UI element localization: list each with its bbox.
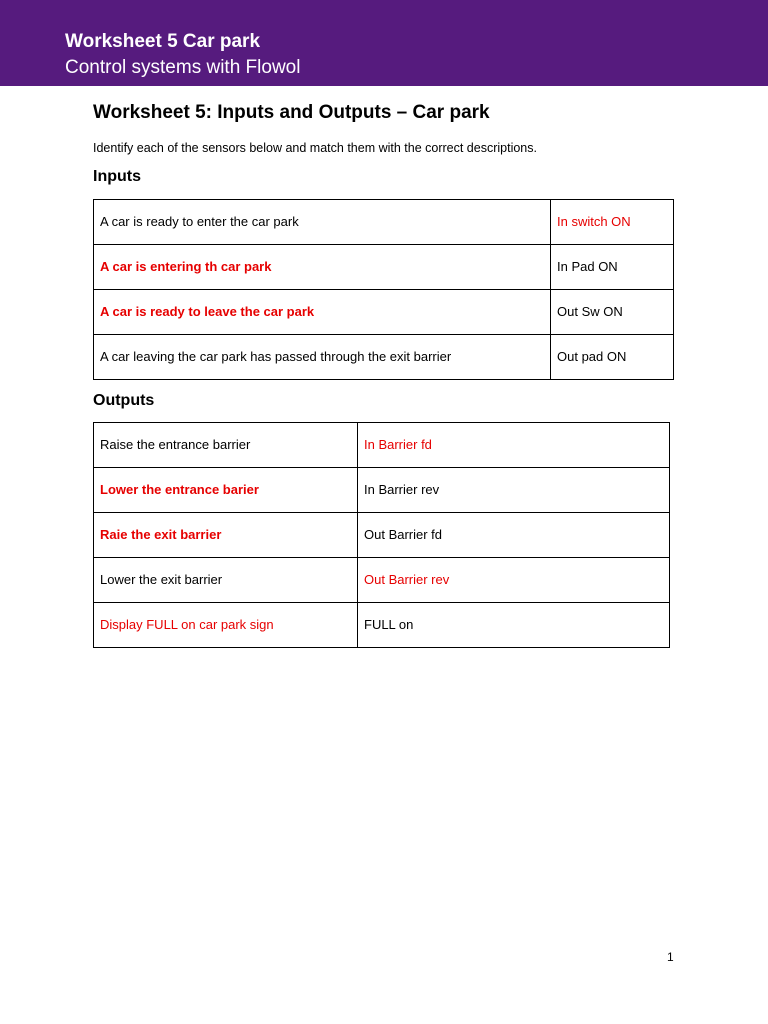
outputs-heading: Outputs bbox=[93, 392, 155, 409]
header-title: Worksheet 5 Car park bbox=[65, 31, 261, 52]
input-description-cell: A car leaving the car park has passed through the exit barrier bbox=[94, 335, 551, 380]
table-row bbox=[94, 423, 670, 468]
table-row bbox=[94, 335, 674, 380]
table-row bbox=[94, 468, 670, 513]
input-sensor-cell: Out pad ON bbox=[551, 335, 674, 380]
output-description-cell: Raise the entrance barrier bbox=[94, 423, 358, 468]
input-sensor-cell: In Pad ON bbox=[551, 245, 674, 290]
input-description-cell: A car is ready to enter the car park bbox=[94, 200, 551, 245]
inputs-heading: Inputs bbox=[93, 168, 141, 185]
header-banner bbox=[0, 0, 768, 86]
inputs-table bbox=[93, 199, 674, 380]
output-command-cell: FULL on bbox=[358, 603, 670, 648]
input-description-cell: A car is ready to leave the car park bbox=[94, 290, 551, 335]
header-subtitle: Control systems with Flowol bbox=[65, 57, 301, 78]
input-description-cell: A car is entering th car park bbox=[94, 245, 551, 290]
table-row bbox=[94, 290, 674, 335]
outputs-table bbox=[93, 422, 670, 648]
table-row bbox=[94, 200, 674, 245]
output-description-cell: Display FULL on car park sign bbox=[94, 603, 358, 648]
instructions-text: Identify each of the sensors below and match them with the correct descriptions. bbox=[93, 141, 537, 155]
output-command-cell: Out Barrier fd bbox=[358, 513, 670, 558]
page-number: 1 bbox=[667, 950, 674, 964]
input-sensor-cell: Out Sw ON bbox=[551, 290, 674, 335]
worksheet-title: Worksheet 5: Inputs and Outputs – Car park bbox=[93, 102, 490, 123]
output-command-cell: In Barrier rev bbox=[358, 468, 670, 513]
output-command-cell: In Barrier fd bbox=[358, 423, 670, 468]
table-row bbox=[94, 513, 670, 558]
output-description-cell: Lower the exit barrier bbox=[94, 558, 358, 603]
table-row bbox=[94, 558, 670, 603]
output-command-cell: Out Barrier rev bbox=[358, 558, 670, 603]
input-sensor-cell: In switch ON bbox=[551, 200, 674, 245]
table-row bbox=[94, 603, 670, 648]
output-description-cell: Lower the entrance barier bbox=[94, 468, 358, 513]
table-row bbox=[94, 245, 674, 290]
output-description-cell: Raie the exit barrier bbox=[94, 513, 358, 558]
